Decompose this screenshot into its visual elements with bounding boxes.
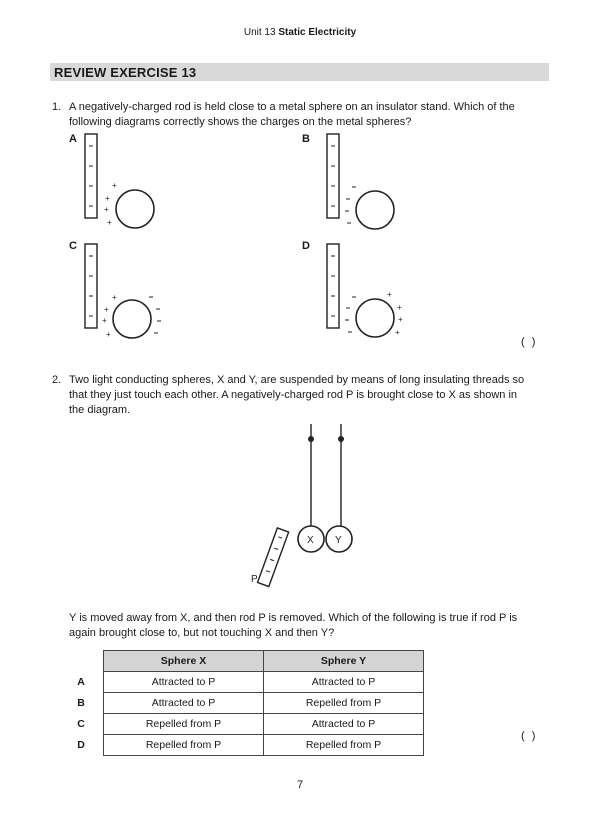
svg-text:+: +	[104, 205, 109, 214]
rod-p-label: P	[251, 574, 258, 585]
table-row[interactable]	[59, 714, 424, 735]
sphere-d	[356, 299, 394, 337]
q1-option-a-label: A	[69, 133, 77, 145]
q1-diagram-a	[80, 132, 170, 232]
chapter-title: Static Electricity	[278, 27, 357, 38]
table-header-row	[59, 651, 424, 672]
q2-text-line2: that they just touch each other. A negatively-charged rod P is brought close to X as shown in	[69, 389, 518, 401]
row-label: C	[77, 718, 85, 730]
unit-label: Unit 13	[243, 27, 276, 38]
svg-text:+: +	[106, 330, 111, 339]
q1-option-d-label: D	[302, 240, 310, 252]
svg-text:+: +	[112, 293, 117, 302]
cell-sphere-y: Attracted to P	[264, 714, 424, 735]
svg-text:+: +	[105, 194, 110, 203]
q1-text	[69, 100, 549, 130]
q1-number: 1.	[52, 101, 62, 113]
q1-answer-blank[interactable]: ( )	[521, 336, 538, 348]
sphere-a	[116, 190, 154, 228]
cell-sphere-y: Repelled from P	[264, 693, 424, 714]
cell-sphere-x: Repelled from P	[104, 714, 264, 735]
row-label: B	[77, 697, 85, 709]
header-sphere-x: Sphere X	[104, 651, 264, 672]
q2-text	[69, 373, 549, 418]
cell-sphere-x: Repelled from P	[104, 735, 264, 756]
table-row[interactable]	[59, 672, 424, 693]
cell-sphere-x: Attracted to P	[104, 693, 264, 714]
thread-y-anchor	[338, 436, 344, 442]
svg-text:+: +	[397, 303, 402, 312]
rod-c	[85, 244, 97, 328]
svg-text:+: +	[107, 218, 112, 227]
sphere-b	[356, 191, 394, 229]
row-label: A	[77, 676, 85, 688]
q1-text-line2: following diagrams correctly shows the charges on the metal spheres?	[69, 116, 412, 128]
q2-follow-up	[69, 611, 549, 641]
sphere-c	[113, 300, 151, 338]
q2-diagram	[245, 422, 375, 592]
q1-diagram-b	[315, 132, 405, 232]
q2-answer-table	[59, 650, 424, 756]
cell-sphere-y: Repelled from P	[264, 735, 424, 756]
thread-x-anchor	[308, 436, 314, 442]
row-label: D	[77, 739, 85, 751]
cell-sphere-y: Attracted to P	[264, 672, 424, 693]
q1-diagram-c	[80, 240, 180, 344]
section-banner: REVIEW EXERCISE 13	[50, 63, 549, 81]
rod-b	[327, 134, 339, 218]
q2-follow-line2: again brought close to, but not touching X and then Y?	[69, 627, 335, 639]
svg-text:+: +	[398, 315, 403, 324]
q1-text-line1: A negatively-charged rod is held close to a metal sphere on an insulator stand. Which of the	[69, 101, 515, 113]
q1-option-b-label: B	[302, 133, 310, 145]
svg-text:+: +	[102, 316, 107, 325]
table-row[interactable]	[59, 735, 424, 756]
q1-diagram-d	[315, 240, 415, 344]
q2-follow-line1: Y is moved away from X, and then rod P is removed. Which of the following is true if rod P is	[69, 612, 518, 624]
q2-text-line3: the diagram.	[69, 404, 131, 416]
running-header	[0, 27, 600, 38]
header-sphere-y: Sphere Y	[264, 651, 424, 672]
rod-d	[327, 244, 339, 328]
q2-number: 2.	[52, 374, 62, 386]
cell-sphere-x: Attracted to P	[104, 672, 264, 693]
q1-option-c-label: C	[69, 240, 77, 252]
svg-text:+: +	[104, 305, 109, 314]
rod-a	[85, 134, 97, 218]
page-number: 7	[296, 779, 304, 791]
table-row[interactable]	[59, 693, 424, 714]
svg-text:+: +	[395, 328, 400, 337]
q2-text-line1: Two light conducting spheres, X and Y, are suspended by means of long insulating threads so	[69, 374, 525, 386]
svg-text:+: +	[112, 181, 117, 190]
q2-answer-blank[interactable]: ( )	[521, 730, 538, 742]
sphere-y-label: Y	[335, 535, 342, 546]
svg-text:+: +	[387, 290, 392, 299]
sphere-x-label: X	[307, 535, 314, 546]
rod-p	[258, 528, 289, 587]
